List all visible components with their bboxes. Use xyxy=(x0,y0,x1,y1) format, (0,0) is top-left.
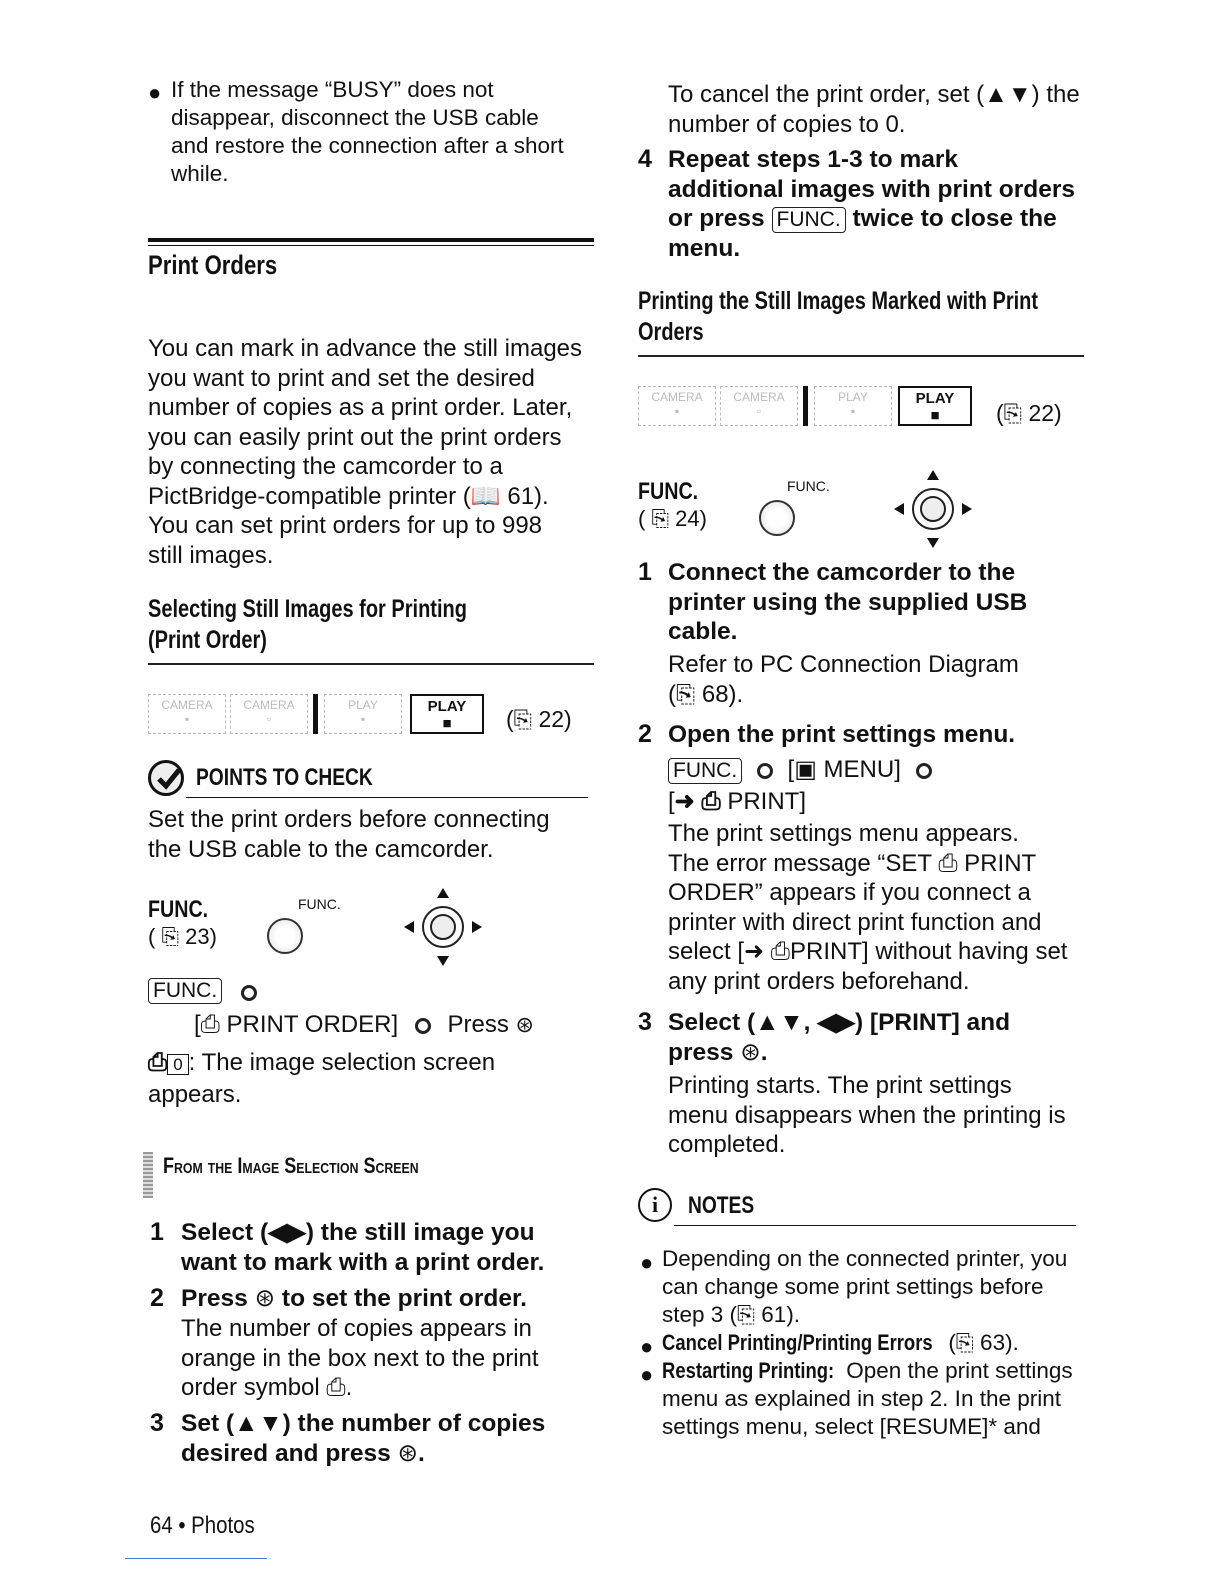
print-label: PRINT] xyxy=(727,788,806,815)
text-line: The number of copies appears in xyxy=(181,1315,532,1342)
points-title-text: POINTS TO CHECK xyxy=(196,764,373,791)
points-paragraph xyxy=(148,805,550,864)
menu-sequence: FUNC. [▣ MENU] xyxy=(668,755,932,785)
step-body xyxy=(668,1071,1066,1160)
func-label xyxy=(638,478,711,506)
text-line: twice to close the xyxy=(852,205,1057,232)
mode-camera-photo: CAMERA ▫ xyxy=(720,386,798,426)
subsection-title xyxy=(148,594,547,656)
text-line: Set (▲▼) the number of copies xyxy=(181,1410,546,1437)
text-line: or press xyxy=(668,205,765,232)
mode-label: CAMERA xyxy=(243,698,295,712)
func-small-label: FUNC. xyxy=(298,896,341,912)
text-line: orange in the box next to the print xyxy=(181,1344,539,1372)
step-number: 2 xyxy=(638,720,652,748)
notes-rule xyxy=(674,1225,1076,1226)
subsection-rule xyxy=(148,663,594,665)
text-line: Refer to PC Connection Diagram xyxy=(668,651,1019,678)
print-order-label: PRINT ORDER] xyxy=(226,1011,399,1038)
print-icon: ⎙. xyxy=(326,1374,353,1401)
arrow-icon: ➜ xyxy=(674,788,695,815)
text-line: settings menu, select [RESUME]* and xyxy=(662,1414,1041,1439)
notes-title xyxy=(688,1192,771,1220)
section-title xyxy=(148,250,306,281)
text-line: number of copies to 0. xyxy=(668,110,906,138)
func-button: FUNC. xyxy=(148,978,222,1004)
func-button-icon xyxy=(759,500,795,536)
mode-play-photo xyxy=(898,386,972,426)
func-small-label: FUNC. xyxy=(787,478,830,494)
text-line: to set the print order. xyxy=(281,1285,527,1312)
step-body xyxy=(668,819,1067,996)
info-icon: i xyxy=(638,1188,672,1222)
mode-label: PLAY xyxy=(427,698,467,715)
text-line: press xyxy=(668,1038,734,1066)
print-icon: ⎙ xyxy=(200,1011,220,1038)
points-title xyxy=(196,764,417,792)
set-button-icon: ⊛ xyxy=(254,1285,276,1312)
bracket: [ xyxy=(194,1011,201,1038)
func-button-icon xyxy=(267,918,303,954)
func-label-text: FUNC. xyxy=(148,896,209,923)
set-button-icon: ⊛ xyxy=(397,1439,419,1467)
func-dial-icon xyxy=(415,1018,431,1034)
text-line: disappear, disconnect the USB cable xyxy=(171,105,539,130)
mode-separator xyxy=(313,694,318,734)
section-rule xyxy=(638,355,1084,357)
text-line: menu disappears when the printing is xyxy=(668,1101,1066,1129)
text-line: menu. xyxy=(668,234,741,262)
text-line: Press xyxy=(181,1285,248,1312)
joystick-icon xyxy=(402,886,484,968)
text-line: The error message “SET ⎙ PRINT xyxy=(668,849,1037,877)
text-line: Open the print settings xyxy=(840,1358,1073,1383)
text-line: desired and press xyxy=(181,1439,391,1467)
text-line: by connecting the camcorder to a xyxy=(148,453,503,480)
func-page-ref: ( ⎘ 24) xyxy=(638,506,707,531)
text-line: select [➜ ⎙PRINT] without having set xyxy=(668,938,1068,965)
func-dial-icon xyxy=(916,763,932,779)
step-heading xyxy=(668,558,1027,647)
func-label xyxy=(148,896,221,924)
func-page-ref: ( ⎘ 23) xyxy=(148,924,217,949)
text-line: the USB cable to the camcorder. xyxy=(148,835,494,863)
text-line: Printing starts. The print settings xyxy=(668,1072,1012,1099)
mode-play-movie: PLAY ▪ xyxy=(814,386,892,426)
step-heading xyxy=(181,1218,544,1277)
func-label-text: FUNC. xyxy=(638,478,699,505)
text-line: order symbol xyxy=(181,1374,320,1401)
step-number: 4 xyxy=(638,145,652,173)
text-line: PictBridge-compatible printer (📖 61). xyxy=(148,482,549,510)
notes-title-text: NOTES xyxy=(688,1192,755,1219)
text-line: still images. xyxy=(148,541,274,569)
mode-camera-movie: CAMERA ▪ xyxy=(638,386,716,426)
camera-icon: ■ xyxy=(930,407,940,424)
text-line: Select (▲▼, ◀▶) [PRINT] and xyxy=(668,1009,1011,1036)
selection-screen-text xyxy=(148,1048,495,1109)
note-item xyxy=(662,1245,1067,1329)
intro-paragraph xyxy=(148,334,582,570)
page-footer xyxy=(150,1512,273,1540)
section-title xyxy=(638,286,1138,348)
mode-label: CAMERA xyxy=(651,390,703,404)
text-line: number of copies as a print order. Later, xyxy=(148,394,573,421)
mode-play-movie: PLAY ▪ xyxy=(324,694,402,734)
step-number: 1 xyxy=(150,1218,164,1246)
text-line: any print orders beforehand. xyxy=(668,967,970,995)
set-button-icon: ⊛ xyxy=(515,1012,534,1037)
section-rule xyxy=(148,238,594,242)
func-button: FUNC. xyxy=(668,758,742,784)
camera-icon: ■ xyxy=(442,715,452,732)
mode-label: PLAY xyxy=(915,390,955,407)
mode-camera-movie: CAMERA ▪ xyxy=(148,694,226,734)
section-title-line: Printing the Still Images Marked with Print xyxy=(638,287,1039,315)
text-line: can change some print settings before xyxy=(662,1274,1044,1299)
text-line: printer using the supplied USB xyxy=(668,588,1028,616)
step-heading xyxy=(181,1284,527,1314)
text-line: Connect the camcorder to the xyxy=(668,559,1016,586)
mode-play-photo xyxy=(410,694,484,734)
step-heading: Select (▲▼, ◀▶) [PRINT] and press ⊛. xyxy=(668,1009,1011,1066)
text-line: Set the print orders before connecting xyxy=(148,806,550,833)
text-line: : The image selection screen xyxy=(188,1049,496,1076)
text-line: you can easily print out the print orders xyxy=(148,423,562,451)
from-title-text: From the Image Selection Screen xyxy=(163,1153,419,1178)
print-icon: ⎙ xyxy=(148,1049,168,1076)
mode-label: CAMERA xyxy=(161,698,213,712)
text-line: appears. xyxy=(148,1080,242,1108)
text-line: Select (◀▶) the still image you xyxy=(181,1219,535,1246)
text-line: The print settings menu appears. xyxy=(668,820,1019,847)
mode-page-ref: (⎘ 22) xyxy=(506,706,572,732)
text-line: and restore the connection after a short xyxy=(171,133,564,158)
text-line: printer with direct print function and xyxy=(668,908,1042,936)
mode-page-ref: (⎘ 22) xyxy=(996,400,1062,426)
step-body xyxy=(181,1314,539,1403)
step-heading: Set (▲▼) the number of copies desired and press ⊛. xyxy=(181,1410,546,1467)
text-line: completed. xyxy=(668,1131,786,1158)
copies-box: 0 xyxy=(167,1054,188,1075)
section-title-text: Print Orders xyxy=(148,250,278,280)
bullet-dot: ● xyxy=(640,1334,654,1359)
mode-label: PLAY xyxy=(348,698,378,712)
step-number: 1 xyxy=(638,558,652,586)
func-sequence-2 xyxy=(194,1010,534,1040)
text-line: additional images with print orders xyxy=(668,175,1076,203)
from-title xyxy=(163,1153,475,1179)
text-line: Repeat steps 1-3 to mark xyxy=(668,146,959,173)
step-heading xyxy=(668,145,1075,263)
section-rule-thin xyxy=(148,245,594,246)
note-bold: Restarting Printing: xyxy=(662,1358,835,1383)
note-item xyxy=(662,1329,1019,1357)
checkmark-icon xyxy=(148,760,184,796)
mode-separator xyxy=(803,386,808,426)
step-number: 3 xyxy=(150,1409,164,1437)
section-title-line: Orders xyxy=(638,318,704,346)
text-line: cable. xyxy=(668,618,738,645)
mode-camera-photo: CAMERA ▫ xyxy=(230,694,308,734)
text-line: (⎘ 63). xyxy=(942,1330,1019,1355)
text-line: step 3 (⎘ 61). xyxy=(662,1302,801,1327)
menu-label: MENU] xyxy=(823,756,901,783)
note-bold: Cancel Printing/Printing Errors xyxy=(662,1330,933,1355)
set-button-icon: ⊛ xyxy=(740,1038,761,1066)
menu-icon: ▣ xyxy=(794,756,817,783)
text-line: ORDER” appears if you connect a xyxy=(668,879,1031,906)
print-icon: ⎙ xyxy=(701,788,721,815)
bullet-dot: ● xyxy=(640,1362,654,1387)
busy-bullet-text xyxy=(171,76,564,188)
text-line: menu as explained in step 2. In the print xyxy=(662,1386,1062,1411)
text-line: You can mark in advance the still images xyxy=(148,335,583,362)
text-line: Depending on the connected printer, you xyxy=(662,1246,1068,1271)
text-line: you want to print and set the desired xyxy=(148,364,535,392)
text-line: while. xyxy=(171,161,229,186)
func-dial-icon xyxy=(241,985,257,1001)
func-button: FUNC. xyxy=(772,207,846,233)
check-glyph xyxy=(153,764,183,794)
side-marker xyxy=(143,1152,153,1198)
press-label: Press xyxy=(447,1011,509,1038)
mode-label: CAMERA xyxy=(733,390,785,404)
bullet-dot: ● xyxy=(640,1250,654,1275)
cancel-paragraph xyxy=(668,80,1080,139)
step-number: 3 xyxy=(638,1008,652,1036)
subsection-title-line: (Print Order) xyxy=(148,626,267,654)
footer-text: 64 • Photos xyxy=(150,1512,255,1539)
text-line: want to mark with a print order. xyxy=(181,1248,545,1276)
step-number: 2 xyxy=(150,1284,164,1312)
func-sequence-1 xyxy=(148,978,257,1004)
text-line: If the message “BUSY” does not xyxy=(171,77,494,102)
mode-label: PLAY xyxy=(838,390,868,404)
step-body xyxy=(668,650,1019,709)
func-dial-icon xyxy=(757,763,773,779)
footer-rule xyxy=(125,1558,267,1559)
points-rule xyxy=(186,797,588,798)
text-line: To cancel the print order, set (▲▼) the xyxy=(668,81,1080,108)
bullet-dot: ● xyxy=(148,80,162,105)
text-line: (⎘ 68). xyxy=(668,680,744,708)
step-heading: Open the print settings menu. xyxy=(668,721,1016,748)
subsection-title-line: Selecting Still Images for Printing xyxy=(148,595,467,623)
text-line: You can set print orders for up to 998 xyxy=(148,512,543,539)
joystick-icon xyxy=(892,468,974,550)
print-sequence: [➜ ⎙ PRINT] xyxy=(668,788,806,815)
note-item xyxy=(662,1357,1073,1441)
